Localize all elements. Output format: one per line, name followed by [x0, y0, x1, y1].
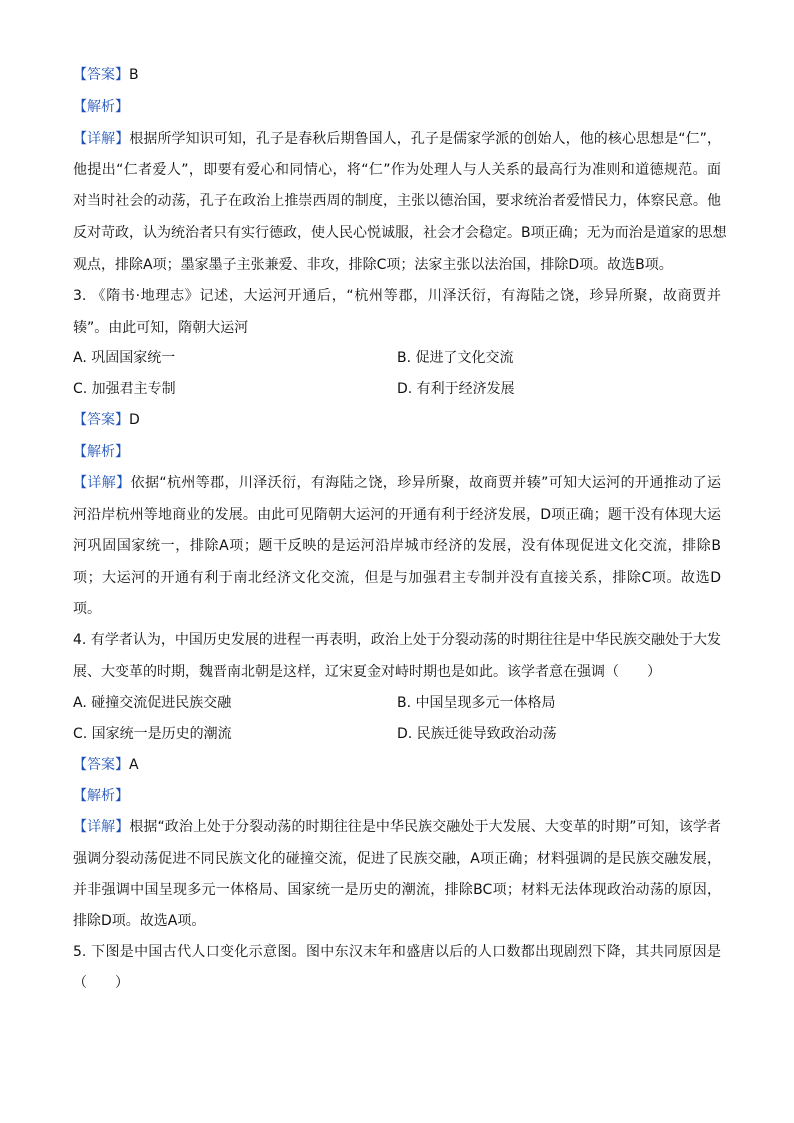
q5-stem-line-1: 5. 下图是中国古代人口变化示意图。图中东汉末年和盛唐以后的人口数都出现剧烈下降，其共同原因是: [73, 944, 721, 960]
q3-option-c: C. 加强君主专制: [73, 381, 176, 397]
q3-option-a: A. 巩固国家统一: [73, 350, 176, 366]
q2-detail-line-4: 反对苛政，认为统治者只有实行德政，使人民心悦诚服，社会才会稳定。B项正确；无为而治是道家的思想: [73, 225, 727, 241]
detail-tag: 【详解】: [73, 475, 131, 491]
q2-detail-line-5: 观点，排除A项；墨家墨子主张兼爱、非攻，排除C项；法家主张以法治国，排除D项。故选B项。: [73, 257, 673, 273]
q4-detail-line-4: 排除D项。故选A项。: [73, 913, 206, 929]
q4-stem-line-2: 展、大变革的时期，魏晋南北朝是这样，辽宋夏金对峙时期也是如此。该学者意在强调（ ）: [73, 664, 661, 680]
q4-analysis-tag: 【解析】: [73, 788, 129, 804]
q2-answer: [73, 66, 139, 84]
q3-option-b: B. 促进了文化交流: [397, 350, 514, 366]
q3-detail-line-4: 项；大运河的开通有利于南北经济文化交流，但是与加强君主专制并没有直接关系，排除C项。故选D: [73, 570, 721, 586]
q4-option-c: C. 国家统一是历史的潮流: [73, 726, 232, 742]
q4-detail-line-2: 强调分裂动荡促进不同民族文化的碰撞交流，促进了民族交融，A项正确；材料强调的是民族交融发展，: [73, 851, 721, 867]
q3-stem-line-2: 辏”。由此可知，隋朝大运河: [73, 320, 249, 336]
answer-value: A: [129, 757, 139, 773]
q3-stem-line-1: 3. 《隋书·地理志》记述，大运河开通后，“杭州等郡，川泽沃衍，有海陆之饶，珍异所聚，故商贾并: [73, 288, 721, 304]
answer-value: D: [129, 412, 140, 428]
q4-detail-line-1: 【详解】根据“政治上处于分裂动荡的时期往往是中华民族交融处于大发展、大变革的时期”可知，该学者: [73, 819, 721, 835]
q2-detail-line-2: 他提出“仁者爱人”，即要有爱心和同情心，将“仁”作为处理人与人关系的最高行为准则和道德规范。面: [73, 162, 721, 178]
q3-analysis-tag: 【解析】: [73, 444, 129, 460]
answer-tag: 【答案】: [73, 412, 129, 428]
q5-stem-line-2: （ ）: [73, 975, 129, 991]
answer-tag: 【答案】: [73, 67, 129, 83]
detail-tag: 【详解】: [73, 131, 130, 147]
q4-detail-line-3: 并非强调中国呈现多元一体格局、国家统一是历史的潮流，排除BC项；材料无法体现政治动荡的原因，: [73, 882, 721, 898]
q4-answer: [73, 756, 139, 774]
q3-detail-line-1: 【详解】依据“杭州等郡，川泽沃衍，有海陆之饶，珍异所聚，故商贾并辏”可知大运河的开通推动了运: [73, 475, 721, 491]
answer-tag: 【答案】: [73, 757, 129, 773]
q4-option-a: A. 碰撞交流促进民族交融: [73, 695, 232, 711]
detail-tag: 【详解】: [73, 819, 130, 835]
q4-option-d: D. 民族迁徙导致政治动荡: [397, 726, 557, 742]
answer-value: B: [129, 67, 139, 83]
q2-detail-line-3: 对当时社会的动荡，孔子在政治上推崇西周的制度，主张以德治国，要求统治者爱惜民力，体察民意。他: [73, 193, 721, 209]
q3-detail-line-2: 河沿岸杭州等地商业的发展。由此可见隋朝大运河的开通有利于经济发展，D项正确；题干没有体现大运: [73, 507, 721, 523]
q3-detail-line-3: 河巩固国家统一，排除A项；题干反映的是运河沿岸城市经济的发展，没有体现促进文化交流，排除B: [73, 538, 721, 554]
q4-stem-line-1: 4. 有学者认为，中国历史发展的进程一再表明，政治上处于分裂动荡的时期往往是中华民族交融处于大发: [73, 632, 721, 648]
q2-detail-line-1: 【详解】根据所学知识可知，孔子是春秋后期鲁国人，孔子是儒家学派的创始人，他的核心思想是“仁”，: [73, 131, 721, 147]
q3-detail-line-5: 项。: [73, 601, 101, 617]
q3-answer: [73, 411, 140, 429]
q2-analysis-tag: 【解析】: [73, 99, 129, 115]
q4-option-b: B. 中国呈现多元一体格局: [397, 695, 556, 711]
q3-option-d: D. 有利于经济发展: [397, 381, 515, 397]
